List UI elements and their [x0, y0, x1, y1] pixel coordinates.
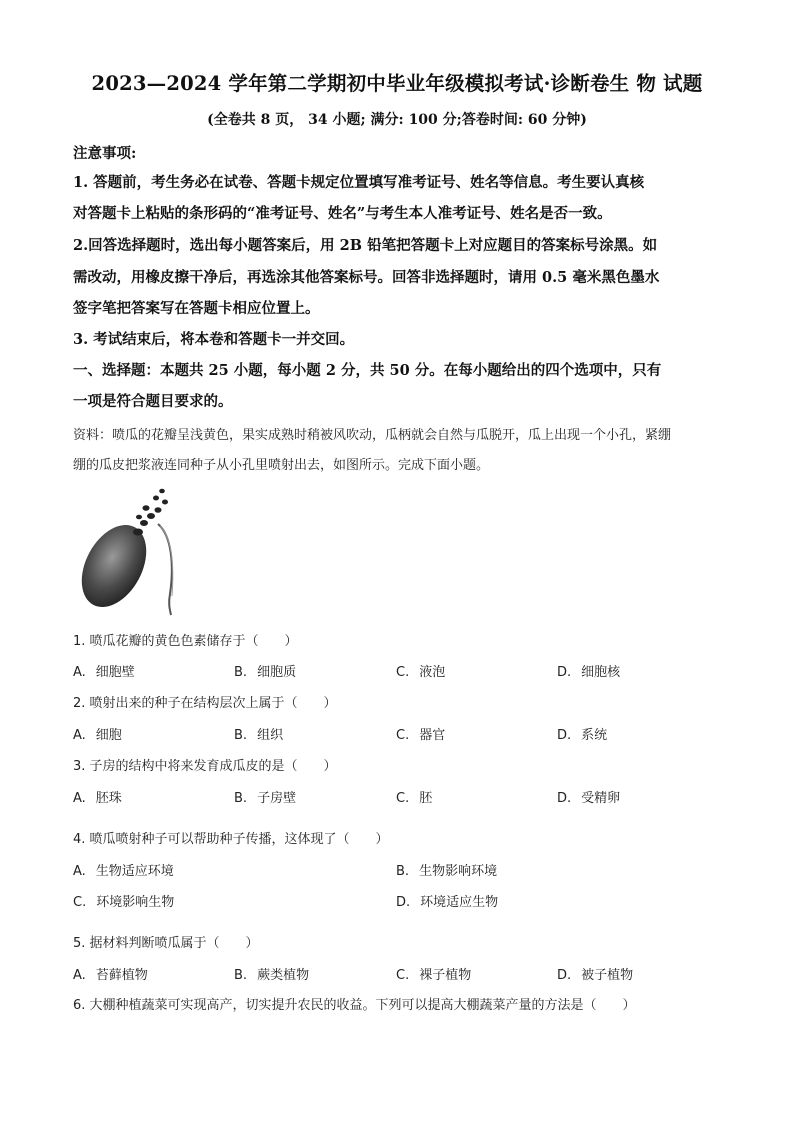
question-stem: 1. 喷瓜花瓣的黄色色素储存于（ ）	[73, 634, 298, 649]
option-a[interactable]: A. 生物适应环境	[73, 864, 174, 879]
option-b[interactable]: B. 蕨类植物	[234, 968, 310, 983]
option-d[interactable]: D. 被子植物	[557, 968, 634, 983]
option-b[interactable]: B. 组织	[234, 728, 284, 743]
notice-line: 2.回答选择题时，选出每小题答案后，用 2B 铅笔把答题卡上对应题目的答案标号涂黑。如	[73, 237, 658, 254]
option-c[interactable]: C. 环境影响生物	[73, 895, 175, 910]
option-c[interactable]: C. 裸子植物	[396, 968, 472, 983]
option-d[interactable]: D. 环境适应生物	[396, 895, 499, 910]
option-c[interactable]: C. 液泡	[396, 665, 446, 680]
exam-title: 2023—2024 学年第二学期初中毕业年级模拟考试·诊断卷生 物 试题	[91, 72, 703, 95]
question-stem: 2. 喷射出来的种子在结构层次上属于（ ）	[73, 696, 337, 711]
notice-heading: 注意事项:	[73, 145, 137, 162]
notice-line: 对答题卡上粘贴的条形码的“准考证号、姓名”与考生本人准考证号、姓名是否一致。	[73, 205, 612, 222]
notice-line: 3. 考试结束后，将本卷和答题卡一并交回。	[73, 331, 355, 348]
material-text: 资料：喷瓜的花瓣呈浅黄色，果实成熟时稍被风吹动，瓜柄就会自然与瓜脱开，瓜上出现一个小孔，紧绷	[73, 428, 672, 443]
option-a[interactable]: A. 细胞	[73, 728, 122, 743]
squirting-cucumber-figure	[76, 486, 188, 616]
option-c[interactable]: C. 器官	[396, 728, 446, 743]
section-heading: 一、选择题：本题共 25 小题，每小题 2 分，共 50 分。在每小题给出的四个选项中，只有	[73, 362, 662, 379]
option-d[interactable]: D. 系统	[557, 728, 608, 743]
question-stem: 5. 据材料判断喷瓜属于（ ）	[73, 936, 259, 951]
exam-subtitle: (全卷共 8 页， 34 小题; 满分: 100 分;答卷时间: 60 分钟)	[207, 112, 587, 128]
question-stem: 3. 子房的结构中将来发育成瓜皮的是（ ）	[73, 759, 337, 774]
option-b[interactable]: B. 子房壁	[234, 791, 297, 806]
notice-line: 需改动，用橡皮擦干净后，再选涂其他答案标号。回答非选择题时，请用 0.5 毫米黑色墨水	[73, 269, 660, 286]
section-heading-cont: 一项是符合题目要求的。	[73, 393, 233, 410]
notice-line: 签字笔把答案写在答题卡相应位置上。	[73, 300, 320, 317]
option-b[interactable]: B. 细胞质	[234, 665, 297, 680]
question-stem: 6. 大棚种植蔬菜可实现高产，切实提升农民的收益。下列可以提高大棚蔬菜产量的方法是（ ）	[73, 998, 636, 1013]
option-d[interactable]: D. 受精卵	[557, 791, 621, 806]
option-a[interactable]: A. 苔藓植物	[73, 968, 148, 983]
notice-line: 1. 答题前，考生务必在试卷、答题卡规定位置填写准考证号、姓名等信息。考生要认真核	[73, 174, 645, 191]
option-c[interactable]: C. 胚	[396, 791, 433, 806]
question-stem: 4. 喷瓜喷射种子可以帮助种子传播，这体现了（ ）	[73, 832, 389, 847]
option-a[interactable]: A. 胚珠	[73, 791, 122, 806]
material-text: 绷的瓜皮把浆液连同种子从小孔里喷射出去，如图所示。完成下面小题。	[73, 458, 490, 473]
option-d[interactable]: D. 细胞核	[557, 665, 621, 680]
option-a[interactable]: A. 细胞壁	[73, 665, 135, 680]
option-b[interactable]: B. 生物影响环境	[396, 864, 498, 879]
